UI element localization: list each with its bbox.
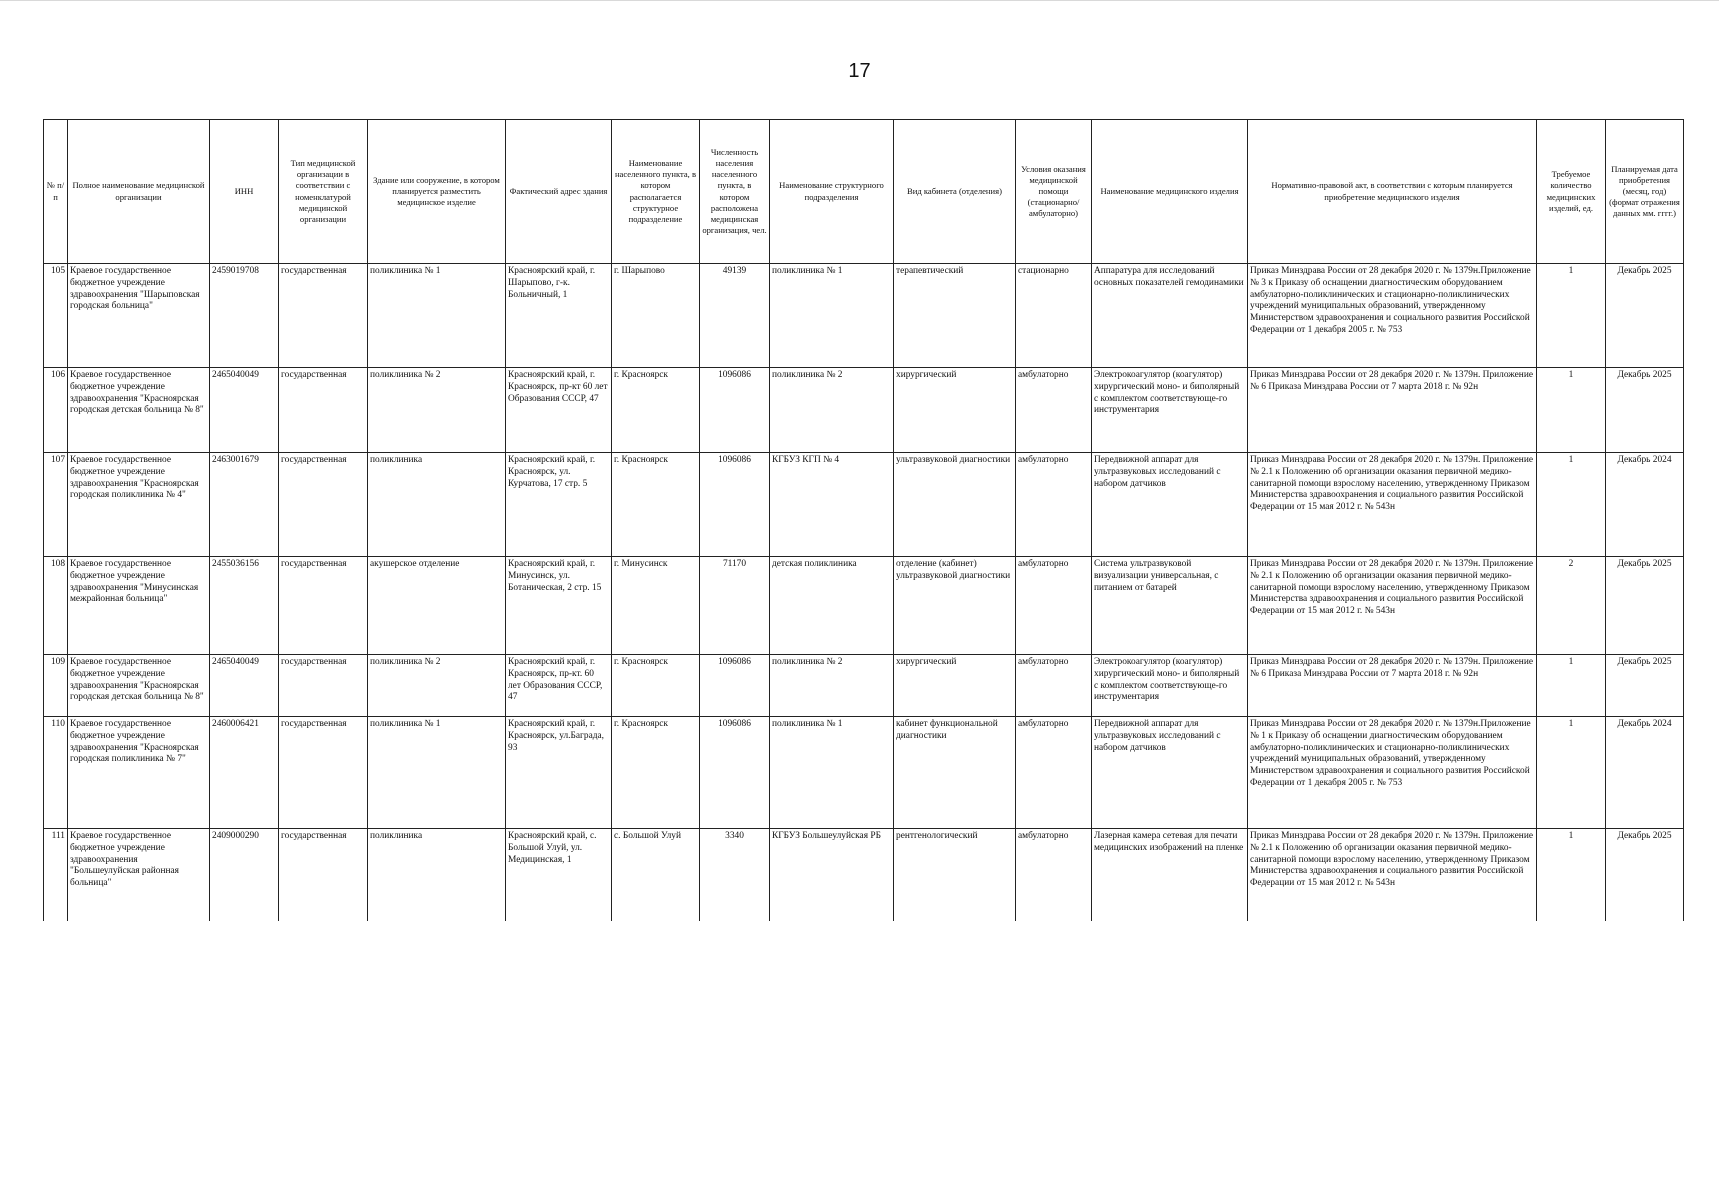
header-address: Фактический адрес здания bbox=[506, 120, 612, 264]
cell-locality: г. Красноярск bbox=[612, 655, 700, 717]
cell-num: 106 bbox=[44, 368, 68, 453]
cell-qty: 1 bbox=[1537, 368, 1606, 453]
cell-num: 108 bbox=[44, 557, 68, 655]
header-unit: Наименование структурного подразделения bbox=[770, 120, 894, 264]
table-row bbox=[44, 717, 1684, 829]
header-cabinet: Вид кабинета (отделения) bbox=[894, 120, 1016, 264]
header-conditions: Условия оказания медицинской помощи (стационарно/ амбулаторно) bbox=[1016, 120, 1092, 264]
cell-org: Краевое государственное бюджетное учреждение здравоохранения "Шарыповская городская больница" bbox=[68, 264, 210, 368]
cell-locality: г. Шарыпово bbox=[612, 264, 700, 368]
cell-inn: 2465040049 bbox=[210, 368, 279, 453]
cell-population: 71170 bbox=[700, 557, 770, 655]
cell-act: Приказ Минздрава России от 28 декабря 2020 г. № 1379н. Приложение № 6 Приказа Минздрава России от 7 марта 2018 г. № 92н bbox=[1248, 368, 1537, 453]
cell-device: Электрокоагулятор (коагулятор) хирургический моно- и биполярный с комплектом соответствующе-го инструментария bbox=[1092, 655, 1248, 717]
cell-date: Декабрь 2024 bbox=[1606, 717, 1684, 829]
cell-unit: поликлиника № 2 bbox=[770, 368, 894, 453]
cell-cabinet: ультразвуковой диагностики bbox=[894, 453, 1016, 557]
cell-date: Декабрь 2025 bbox=[1606, 264, 1684, 368]
cell-conditions: стационарно bbox=[1016, 264, 1092, 368]
cell-locality: с. Большой Улуй bbox=[612, 829, 700, 921]
cell-act: Приказ Минздрава России от 28 декабря 2020 г. № 1379н. Приложение № 6 Приказа Минздрава России от 7 марта 2018 г. № 92н bbox=[1248, 655, 1537, 717]
cell-conditions: амбулаторно bbox=[1016, 368, 1092, 453]
cell-qty: 1 bbox=[1537, 655, 1606, 717]
cell-inn: 2463001679 bbox=[210, 453, 279, 557]
cell-conditions: амбулаторно bbox=[1016, 655, 1092, 717]
cell-building: поликлиника № 1 bbox=[368, 264, 506, 368]
cell-building: поликлиника № 2 bbox=[368, 655, 506, 717]
cell-qty: 2 bbox=[1537, 557, 1606, 655]
cell-org-type: государственная bbox=[279, 717, 368, 829]
page-number: 17 bbox=[848, 60, 871, 82]
cell-date: Декабрь 2025 bbox=[1606, 557, 1684, 655]
cell-cabinet: кабинет функциональной диагностики bbox=[894, 717, 1016, 829]
header-device: Наименование медицинского изделия bbox=[1092, 120, 1248, 264]
cell-cabinet: хирургический bbox=[894, 655, 1016, 717]
cell-address: Красноярский край, г. Красноярск, пр-кт. 60 лет Образования СССР, 47 bbox=[506, 655, 612, 717]
cell-locality: г. Красноярск bbox=[612, 368, 700, 453]
cell-population: 1096086 bbox=[700, 717, 770, 829]
cell-device: Система ультразвуковой визуализации универсальная, с питанием от батарей bbox=[1092, 557, 1248, 655]
cell-building: поликлиника № 1 bbox=[368, 717, 506, 829]
cell-address: Красноярский край, г. Красноярск, ул. Курчатова, 17 стр. 5 bbox=[506, 453, 612, 557]
table-row bbox=[44, 368, 1684, 453]
cell-inn: 2465040049 bbox=[210, 655, 279, 717]
table-row bbox=[44, 655, 1684, 717]
cell-building: поликлиника bbox=[368, 829, 506, 921]
header-org: Полное наименование медицинской организации bbox=[68, 120, 210, 264]
cell-device: Передвижной аппарат для ультразвуковых исследований с набором датчиков bbox=[1092, 453, 1248, 557]
cell-population: 1096086 bbox=[700, 368, 770, 453]
cell-device: Лазерная камера сетевая для печати медицинских изображений на пленке bbox=[1092, 829, 1248, 921]
cell-org: Краевое государственное бюджетное учреждение здравоохранения "Красноярская городская детская больница № 8" bbox=[68, 368, 210, 453]
cell-locality: г. Красноярск bbox=[612, 453, 700, 557]
cell-population: 1096086 bbox=[700, 655, 770, 717]
cell-act: Приказ Минздрава России от 28 декабря 2020 г. № 1379н. Приложение № 2.1 к Положению об организации оказания первичной медико-санитарной помощи взрослому населению, утвержденному Приказом Министерства здравоохранения и социального развития Российской Федерации от 15 мая 2012 г. № 543н bbox=[1248, 829, 1537, 921]
cell-org: Краевое государственное бюджетное учреждение здравоохранения "Большеулуйская районная больница" bbox=[68, 829, 210, 921]
cell-org: Краевое государственное бюджетное учреждение здравоохранения "Красноярская городская поликлиника № 7" bbox=[68, 717, 210, 829]
cell-unit: поликлиника № 1 bbox=[770, 264, 894, 368]
cell-conditions: амбулаторно bbox=[1016, 717, 1092, 829]
cell-org: Краевое государственное бюджетное учреждение здравоохранения "Красноярская городская поликлиника № 4" bbox=[68, 453, 210, 557]
cell-num: 111 bbox=[44, 829, 68, 921]
header-date: Планируемая дата приобретения (месяц, год) (формат отражения данных мм. гггг.) bbox=[1606, 120, 1684, 264]
cell-address: Красноярский край, г. Красноярск, пр-кт 60 лет Образования СССР, 47 bbox=[506, 368, 612, 453]
cell-locality: г. Красноярск bbox=[612, 717, 700, 829]
table-row bbox=[44, 264, 1684, 368]
cell-building: поликлиника № 2 bbox=[368, 368, 506, 453]
cell-num: 107 bbox=[44, 453, 68, 557]
cell-address: Красноярский край, г. Шарыпово, г-к. Больничный, 1 bbox=[506, 264, 612, 368]
cell-org: Краевое государственное бюджетное учреждение здравоохранения "Красноярская городская детская больница № 8" bbox=[68, 655, 210, 717]
cell-conditions: амбулаторно bbox=[1016, 453, 1092, 557]
header-population: Численность населения населенного пункта, в котором расположена медицинская организация, чел. bbox=[700, 120, 770, 264]
cell-unit: поликлиника № 1 bbox=[770, 717, 894, 829]
cell-building: акушерское отделение bbox=[368, 557, 506, 655]
header-act: Нормативно-правовой акт, в соответствии с которым планируется приобретение медицинского изделия bbox=[1248, 120, 1537, 264]
cell-population: 49139 bbox=[700, 264, 770, 368]
cell-unit: детская поликлиника bbox=[770, 557, 894, 655]
cell-device: Аппаратура для исследований основных показателей гемодинамики bbox=[1092, 264, 1248, 368]
cell-cabinet: терапевтический bbox=[894, 264, 1016, 368]
cell-address: Красноярский край, г. Красноярск, ул.Баграда, 93 bbox=[506, 717, 612, 829]
cell-org-type: государственная bbox=[279, 655, 368, 717]
cell-inn: 2460006421 bbox=[210, 717, 279, 829]
cell-num: 110 bbox=[44, 717, 68, 829]
cell-cabinet: рентгенологический bbox=[894, 829, 1016, 921]
cell-num: 109 bbox=[44, 655, 68, 717]
cell-act: Приказ Минздрава России от 28 декабря 2020 г. № 1379н.Приложение № 3 к Приказу об оснащении диагностическим оборудованием амбулаторно-поликлинических и стационарно-поликлинических учреждений муниципальных образований, утвержденному Министерством здравоохранения и социального развития Российской Федерации от 1 декабря 2005 г. № 753 bbox=[1248, 264, 1537, 368]
cell-population: 3340 bbox=[700, 829, 770, 921]
cell-act: Приказ Минздрава России от 28 декабря 2020 г. № 1379н.Приложение № 1 к Приказу об оснащении диагностическим оборудованием амбулаторно-поликлинических и стационарно-поликлинических учреждений муниципальных образований, утвержденному Министерством здравоохранения и социального развития Российской Федерации от 1 декабря 2005 г. № 753 bbox=[1248, 717, 1537, 829]
cell-address: Красноярский край, г. Минусинск, ул. Ботаническая, 2 стр. 15 bbox=[506, 557, 612, 655]
cell-qty: 1 bbox=[1537, 453, 1606, 557]
cell-device: Передвижной аппарат для ультразвуковых исследований с набором датчиков bbox=[1092, 717, 1248, 829]
cell-building: поликлиника bbox=[368, 453, 506, 557]
table-row bbox=[44, 829, 1684, 921]
cell-org: Краевое государственное бюджетное учреждение здравоохранения "Минусинская межрайонная больница" bbox=[68, 557, 210, 655]
header-building: Здание или сооружение, в котором планируется разместить медицинское изделие bbox=[368, 120, 506, 264]
cell-org-type: государственная bbox=[279, 453, 368, 557]
cell-unit: КГБУЗ Большеулуйская РБ bbox=[770, 829, 894, 921]
cell-num: 105 bbox=[44, 264, 68, 368]
cell-date: Декабрь 2024 bbox=[1606, 453, 1684, 557]
header-num: № п/п bbox=[44, 120, 68, 264]
cell-address: Красноярский край, с. Большой Улуй, ул. Медицинская, 1 bbox=[506, 829, 612, 921]
cell-conditions: амбулаторно bbox=[1016, 557, 1092, 655]
cell-qty: 1 bbox=[1537, 264, 1606, 368]
cell-act: Приказ Минздрава России от 28 декабря 2020 г. № 1379н. Приложение № 2.1 к Положению об организации оказания первичной медико-санитарной помощи взрослому населению, утвержденному Приказом Министерства здравоохранения и социального развития Российской Федерации от 15 мая 2012 г. № 543н bbox=[1248, 453, 1537, 557]
cell-locality: г. Минусинск bbox=[612, 557, 700, 655]
cell-unit: КГБУЗ КГП № 4 bbox=[770, 453, 894, 557]
cell-org-type: государственная bbox=[279, 368, 368, 453]
cell-org-type: государственная bbox=[279, 557, 368, 655]
cell-date: Декабрь 2025 bbox=[1606, 829, 1684, 921]
cell-unit: поликлиника № 2 bbox=[770, 655, 894, 717]
header-locality: Наименование населенного пункта, в котором располагается структурное подразделение bbox=[612, 120, 700, 264]
equipment-table bbox=[43, 119, 1684, 921]
cell-org-type: государственная bbox=[279, 264, 368, 368]
cell-cabinet: отделение (кабинет) ультразвуковой диагностики bbox=[894, 557, 1016, 655]
cell-inn: 2455036156 bbox=[210, 557, 279, 655]
cell-qty: 1 bbox=[1537, 717, 1606, 829]
header-inn: ИНН bbox=[210, 120, 279, 264]
table-row bbox=[44, 557, 1684, 655]
cell-qty: 1 bbox=[1537, 829, 1606, 921]
table-header-row bbox=[44, 120, 1684, 264]
cell-inn: 2409000290 bbox=[210, 829, 279, 921]
cell-cabinet: хирургический bbox=[894, 368, 1016, 453]
header-org-type: Тип медицинской организации в соответствии с номенклатурой медицинской организации bbox=[279, 120, 368, 264]
cell-device: Электрокоагулятор (коагулятор) хирургический моно- и биполярный с комплектом соответствующе-го инструментария bbox=[1092, 368, 1248, 453]
top-edge-line bbox=[0, 0, 1719, 1]
header-qty: Требуемое количество медицинских изделий, ед. bbox=[1537, 120, 1606, 264]
cell-inn: 2459019708 bbox=[210, 264, 279, 368]
cell-act: Приказ Минздрава России от 28 декабря 2020 г. № 1379н. Приложение № 2.1 к Положению об организации оказания первичной медико-санитарной помощи взрослому населению, утвержденному Приказом Министерства здравоохранения и социального развития Российской Федерации от 15 мая 2012 г. № 543н bbox=[1248, 557, 1537, 655]
cell-date: Декабрь 2025 bbox=[1606, 655, 1684, 717]
cell-population: 1096086 bbox=[700, 453, 770, 557]
cell-date: Декабрь 2025 bbox=[1606, 368, 1684, 453]
table-row bbox=[44, 453, 1684, 557]
cell-conditions: амбулаторно bbox=[1016, 829, 1092, 921]
cell-org-type: государственная bbox=[279, 829, 368, 921]
